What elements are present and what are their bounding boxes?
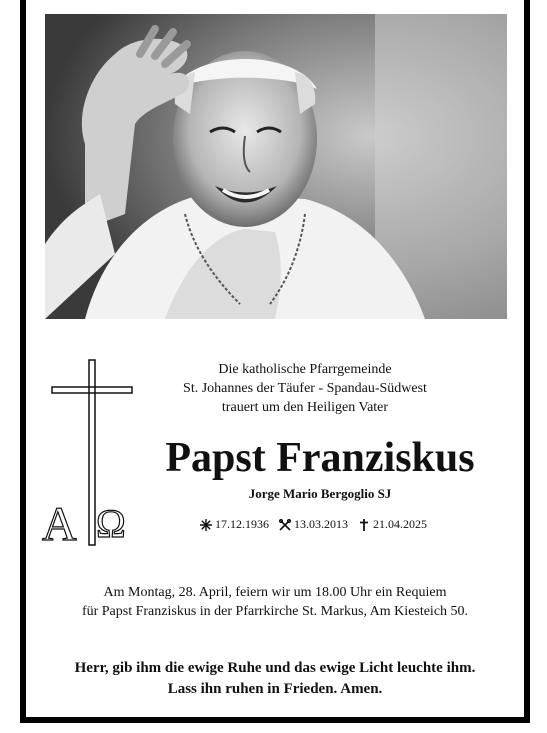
crossed-keys-icon: [279, 519, 291, 531]
death-date: [358, 517, 427, 532]
birth-date: [200, 517, 269, 532]
election-date-value: 13.03.2013: [294, 517, 348, 531]
alpha-letter: A: [42, 498, 77, 550]
death-date-value: 21.04.2025: [373, 517, 427, 531]
prayer-line-2: Lass ihn ruhen in Frieden. Amen.: [167, 681, 383, 697]
life-dates: [200, 517, 480, 532]
requiem-announcement: [40, 583, 510, 621]
deceased-civil-name: Jorge Mario Bergoglio SJ: [248, 486, 392, 501]
cross-alpha-omega-icon: [40, 355, 145, 550]
birth-date-value: 17.12.1936: [215, 517, 269, 531]
star-birth-icon: [200, 519, 212, 531]
prayer-text: [40, 658, 510, 700]
prayer-line-1: Herr, gib ihm die ewige Ruhe und das ewige Licht leuchte ihm.: [74, 660, 476, 676]
election-date: [279, 517, 348, 532]
intro-line-mourning: trauert um den Heiligen Vater: [221, 400, 389, 415]
portrait-photo-icon: [45, 14, 507, 319]
deceased-name: Papst Franziskus: [165, 435, 475, 481]
portrait-photo: [45, 14, 507, 319]
intro-text: [150, 360, 460, 417]
intro-line-church: St. Johannes der Täufer - Spandau-Südwest: [183, 381, 427, 396]
requiem-line-place: für Papst Franziskus in der Pfarrkirche St. Markus, Am Kiesteich 50.: [81, 604, 469, 619]
omega-letter: Ω: [96, 501, 126, 546]
cross-death-icon: [358, 519, 370, 531]
intro-line-parish: Die katholische Pfarrgemeinde: [218, 362, 392, 377]
requiem-line-time: Am Montag, 28. April, feiern wir um 18.00 Uhr ein Requiem: [103, 585, 447, 600]
